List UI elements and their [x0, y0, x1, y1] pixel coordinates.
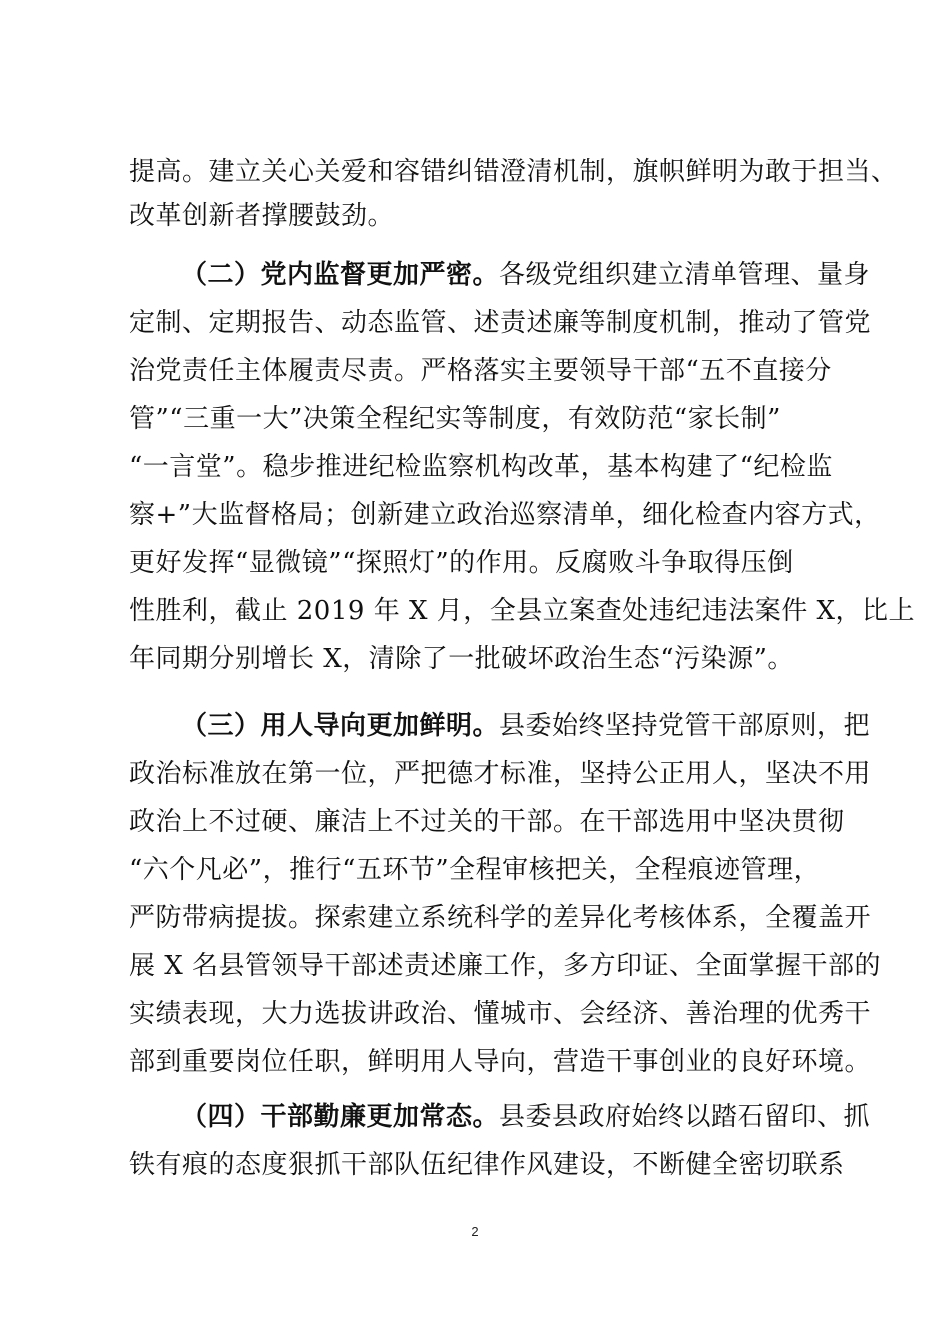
- text-line: 改革创新者撑腰鼓劲。: [129, 201, 395, 231]
- text-line: 性胜利，截止 2019 年 X 月，全县立案查处违纪违法案件 X，比上: [129, 596, 916, 626]
- paragraph-first-line: [181, 1100, 881, 1134]
- text-line: 展 X 名县管领导干部述责述廉工作，多方印证、全面掌握干部的: [129, 951, 882, 981]
- text-line: 政治标准放在第一位，严把德才标准，坚持公正用人，坚决不用: [129, 759, 872, 789]
- text-line: 定制、定期报告、动态监管、述责述廉等制度机制，推动了管党: [129, 308, 872, 338]
- text-line: “一言堂”。稳步推进纪检监察机构改革，基本构建了“纪检监: [129, 452, 833, 482]
- text-span: 县委县政府始终以踏石留印、抓: [499, 1102, 871, 1132]
- text-line: 更好发挥“显微镜”“探照灯”的作用。反腐败斗争取得压倒: [129, 548, 794, 578]
- text-line: 察+”大监督格局；创新建立政治巡察清单，细化检查内容方式，: [129, 500, 881, 530]
- text-span: 各级党组织建立清单管理、量身: [499, 260, 871, 290]
- text-span: 县委始终坚持党管干部原则，把: [499, 711, 871, 741]
- text-line: 铁有痕的态度狠抓干部队伍纪律作风建设，不断健全密切联系: [129, 1150, 845, 1180]
- section-heading: （二）党内监督更加严密。: [181, 260, 500, 290]
- text-line: 实绩表现，大力选拔讲政治、懂城市、会经济、善治理的优秀干: [129, 999, 872, 1029]
- paragraph-first-line: [181, 258, 881, 292]
- text-line: 年同期分别增长 X，清除了一批破坏政治生态“污染源”。: [129, 644, 794, 674]
- page-number: 2: [471, 1224, 479, 1239]
- text-line: “六个凡必”，推行“五环节”全程审核把关，全程痕迹管理，: [129, 855, 821, 885]
- text-line: 政治上不过硬、廉洁上不过关的干部。在干部选用中坚决贯彻: [129, 807, 845, 837]
- text-line: 严防带病提拔。探索建立系统科学的差异化考核体系，全覆盖开: [129, 903, 872, 933]
- section-heading: （四）干部勤廉更加常态。: [181, 1102, 500, 1132]
- text-line: 提高。建立关心关爱和容错纠错澄清机制，旗帜鲜明为敢于担当、: [129, 157, 898, 187]
- text-line: 部到重要岗位任职，鲜明用人导向，营造干事创业的良好环境。: [129, 1047, 872, 1077]
- paragraph-first-line: [181, 709, 881, 743]
- text-line: 治党责任主体履责尽责。严格落实主要领导干部“五不直接分: [129, 356, 832, 386]
- section-heading: （三）用人导向更加鲜明。: [181, 711, 500, 741]
- text-line: 管”“三重一大”决策全程纪实等制度，有效防范“家长制”: [129, 404, 781, 434]
